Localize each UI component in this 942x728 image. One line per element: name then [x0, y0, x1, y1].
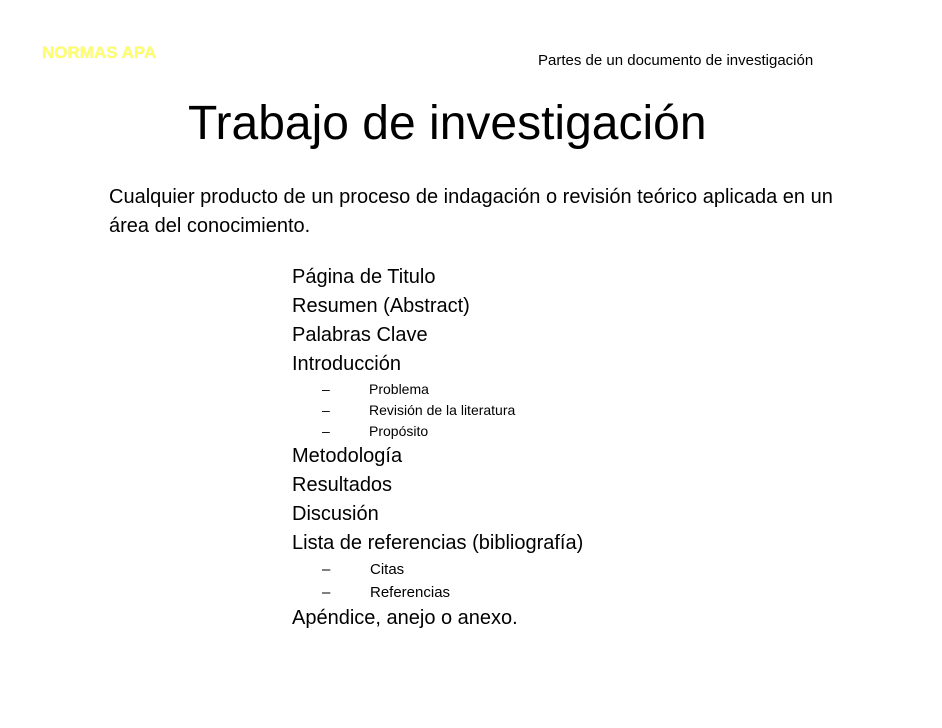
- sublist-item-label: Revisión de la literatura: [369, 402, 516, 418]
- introduccion-sublist: [292, 379, 583, 442]
- dash-marker: –: [322, 402, 330, 418]
- outline-item-referencias: [292, 529, 583, 604]
- dash-marker: –: [322, 423, 330, 439]
- outline-item-apendice: Apéndice, anejo o anexo.: [292, 607, 518, 629]
- outline-item-introduccion: [292, 350, 583, 442]
- sublist-item-citas: [322, 558, 583, 581]
- brand-label: NORMAS APA: [42, 43, 157, 62]
- dash-marker: –: [322, 381, 330, 397]
- outline-list: [292, 263, 583, 633]
- slide-subtitle: Partes de un documento de investigación: [538, 52, 814, 69]
- sublist-item-referencias: [322, 581, 583, 604]
- outline-item-metodologia: Metodología: [292, 445, 403, 467]
- sublist-item-revision: [322, 400, 583, 421]
- page-title: Trabajo de investigación: [188, 97, 707, 150]
- sublist-item-label: Problema: [369, 381, 429, 397]
- sublist-item-label: Propósito: [369, 423, 429, 439]
- outline-item-discusion: Discusión: [292, 503, 379, 525]
- sublist-item-problema: [322, 379, 583, 400]
- outline-item-referencias-label: Lista de referencias (bibliografía): [292, 532, 584, 554]
- outline-item-palabras-clave: Palabras Clave: [292, 324, 428, 346]
- dash-marker: –: [322, 584, 331, 601]
- outline-item-resumen: Resumen (Abstract): [292, 295, 470, 317]
- dash-marker: –: [322, 561, 331, 578]
- sublist-item-label: Referencias: [370, 584, 451, 601]
- outline-item-resultados: Resultados: [292, 474, 393, 496]
- outline-item-titulo: Página de Titulo: [292, 266, 436, 288]
- outline-item-introduccion-label: Introducción: [292, 353, 401, 375]
- definition-text: Cualquier producto de un proceso de indagación o revisión teórico aplicada en un área del conocimiento.: [109, 186, 833, 237]
- sublist-item-proposito: [322, 421, 583, 442]
- sublist-item-label: Citas: [370, 561, 405, 578]
- referencias-sublist: [292, 558, 583, 604]
